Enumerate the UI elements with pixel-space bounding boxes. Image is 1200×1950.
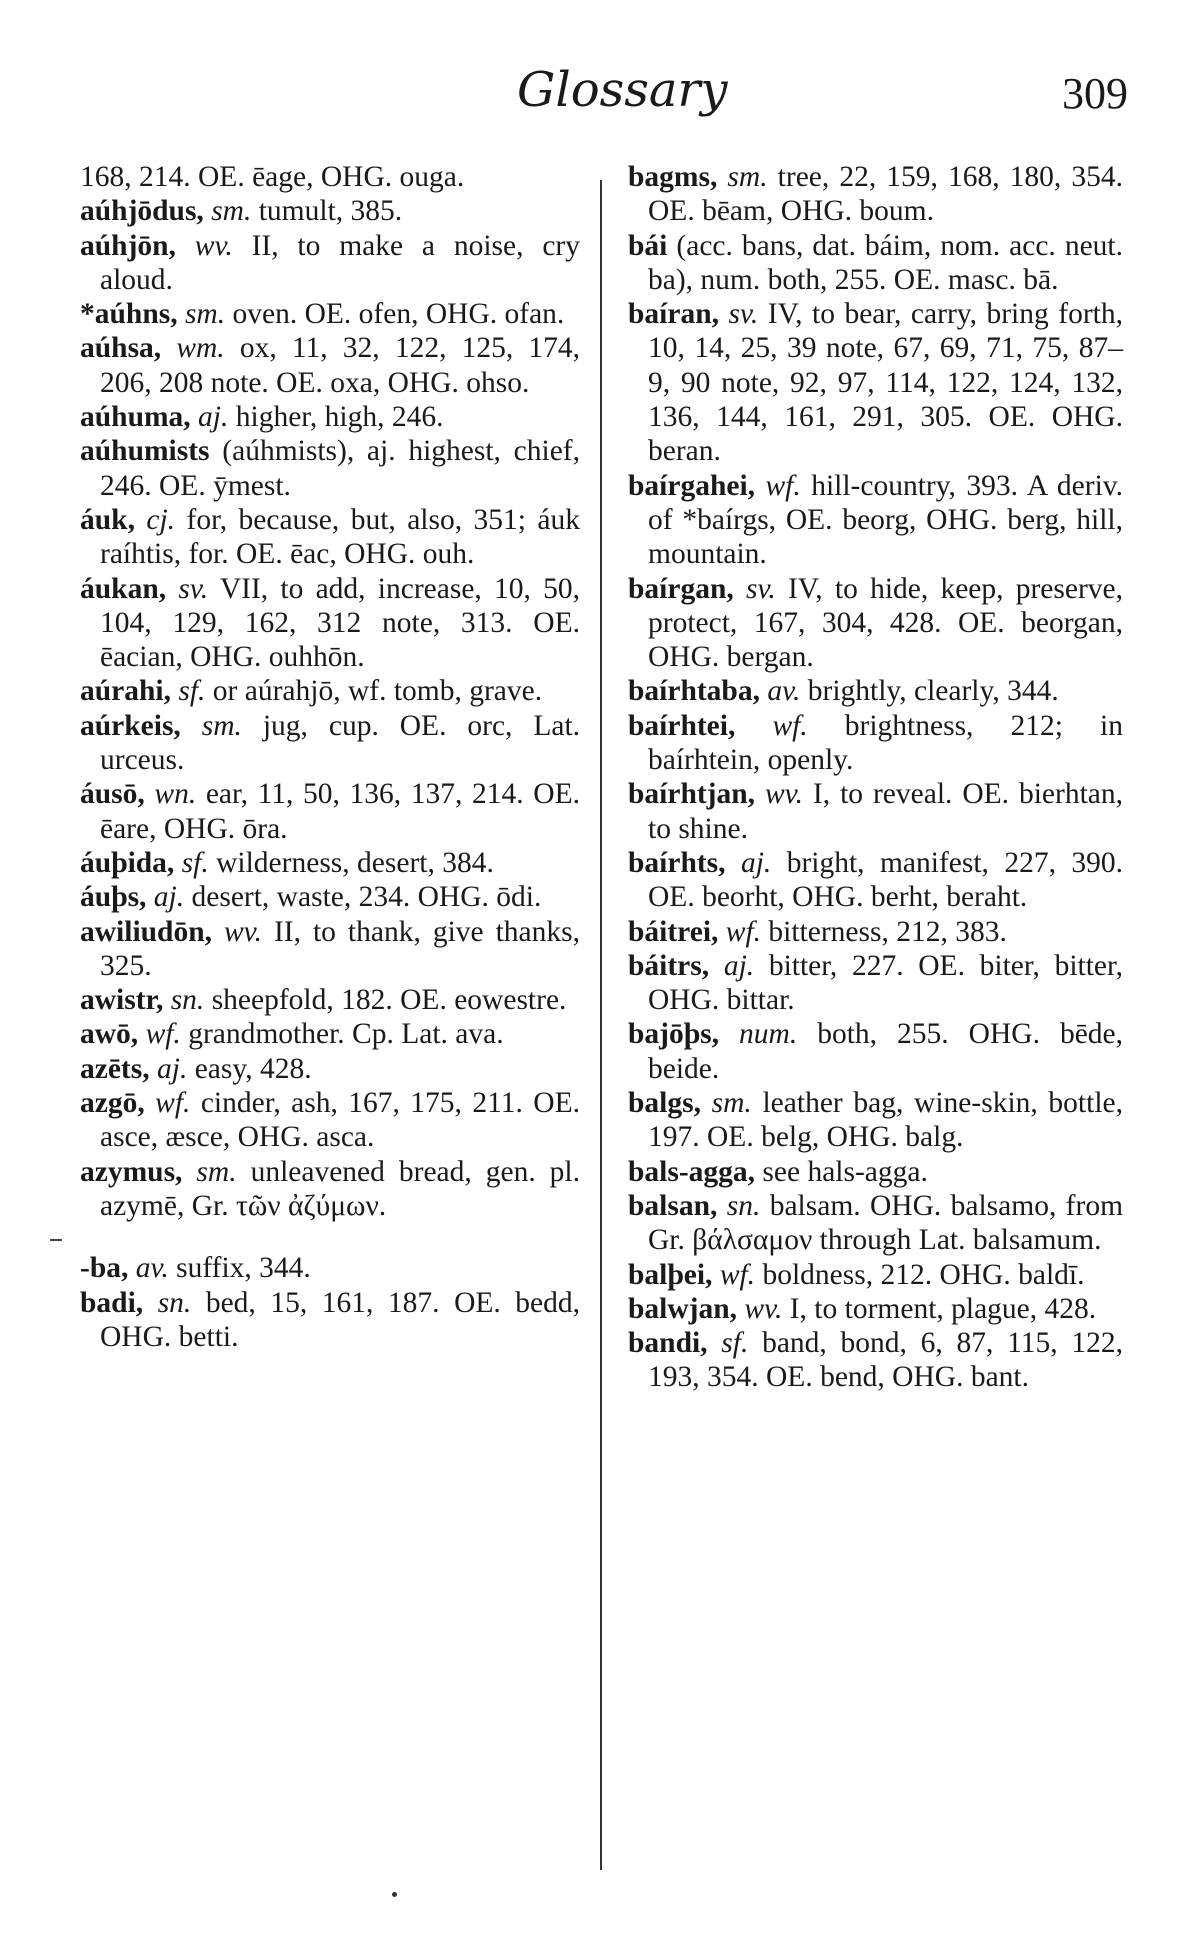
headword: baírgan, <box>628 572 734 605</box>
grammar-tag: av. <box>135 1252 169 1285</box>
glossary-entry <box>80 1017 580 1051</box>
headword: awistr, <box>80 984 164 1017</box>
grammar-tag: sm. <box>196 1155 237 1188</box>
glossary-entry <box>628 674 1123 708</box>
headword: aúrkeis, <box>80 709 181 742</box>
glossary-entry <box>80 777 580 846</box>
column-divider <box>600 180 602 1870</box>
definition: I, to torment, plague, 428. <box>789 1292 1097 1325</box>
grammar-tag: aj. <box>157 1052 188 1085</box>
definition: grandmother. Cp. Lat. ava. <box>188 1018 504 1051</box>
glossary-entry <box>628 1155 1123 1189</box>
definition: IV, to bear, carry, bring forth, 10, 14, 25, 39 note, 67, 69, 71, 75, 87–9, 90 note, 92, 97, 114, 122, 124, 132, 136, 144, 161, 291, 305. OE. OHG. beran. <box>648 298 1123 468</box>
definition: balsam. OHG. balsamo, from Gr. βάλσαμον through Lat. balsamum. <box>648 1189 1124 1257</box>
definition: ear, 11, 50, 136, 137, 214. OE. ēare, OHG. ōra. <box>100 778 580 845</box>
glossary-entry <box>80 1251 580 1285</box>
headword: balsan, <box>628 1189 718 1222</box>
definition: ox, 11, 32, 122, 125, 174, 206, 208 note. OE. oxa, OHG. ohso. <box>100 332 581 399</box>
grammar-tag: cj. <box>146 503 176 536</box>
headword: aúhjōdus, <box>80 195 204 228</box>
glossary-entry <box>80 503 580 572</box>
grammar-tag: sm. <box>184 298 226 331</box>
headword: baírhtei, <box>628 709 736 742</box>
grammar-tag: sm. <box>727 161 768 193</box>
definition: bed, 15, 161, 187. OE. bedd, OHG. betti. <box>100 1286 581 1353</box>
definition: for, because, but, also, 351; áuk raíhtis, for. OE. ēac, OHG. ouh. <box>100 503 581 571</box>
headword: balþei, <box>628 1258 713 1291</box>
page-speck <box>392 1892 397 1897</box>
headword: baírgahei, <box>628 469 756 502</box>
glossary-entry <box>628 1086 1123 1155</box>
glossary-entry <box>80 160 580 194</box>
headword: bái <box>628 229 668 262</box>
definition: II, to thank, give thanks, 325. <box>100 915 581 982</box>
glossary-entry <box>628 777 1123 846</box>
glossary-entry <box>628 572 1123 675</box>
grammar-tag: wf. <box>772 709 808 742</box>
headword: aúhuma, <box>80 401 191 434</box>
definition: (aúhmists), aj. highest, chief, 246. OE. ȳmest. <box>100 435 580 502</box>
grammar-tag: wn. <box>154 778 197 811</box>
grammar-tag: wf. <box>155 1087 191 1120</box>
glossary-entry <box>80 709 580 778</box>
headword: awō, <box>80 1018 139 1051</box>
grammar-tag: wf. <box>765 469 801 502</box>
headword: báitrei, <box>628 915 719 948</box>
grammar-tag: aj. <box>153 881 185 914</box>
headword: bals-agga, <box>628 1155 756 1188</box>
headword: bagms, <box>628 161 718 193</box>
grammar-tag: sf. <box>181 846 209 879</box>
glossary-entry <box>80 331 580 400</box>
margin-mark <box>50 1239 62 1241</box>
section-gap <box>80 1223 580 1251</box>
glossary-column-left <box>80 160 580 1354</box>
grammar-tag: sm. <box>201 709 242 742</box>
definition: higher, high, 246. <box>235 401 444 434</box>
definition: desert, waste, 234. OHG. ōdi. <box>191 881 542 914</box>
page-number: 309 <box>1062 69 1128 118</box>
definition: easy, 428. <box>194 1052 312 1085</box>
grammar-tag: sm. <box>211 195 252 228</box>
definition: wilderness, desert, 384. <box>216 846 494 879</box>
grammar-tag: sf. <box>178 675 206 708</box>
glossary-entry <box>628 1017 1123 1086</box>
glossary-entry <box>80 880 580 914</box>
glossary-entry <box>80 400 580 434</box>
glossary-entry <box>628 1258 1123 1292</box>
grammar-tag: aj. <box>740 846 772 879</box>
definition: bitterness, 212, 383. <box>768 915 1007 948</box>
grammar-tag: wv. <box>194 229 233 262</box>
headword: azēts, <box>80 1052 150 1085</box>
glossary-entry <box>628 160 1123 229</box>
definition: I, to reveal. OE. bierhtan, to shine. <box>648 778 1124 845</box>
glossary-entry <box>628 1292 1123 1326</box>
headword: áuþida, <box>80 846 175 879</box>
glossary-entry <box>80 1286 580 1355</box>
grammar-tag: av. <box>767 675 801 708</box>
grammar-tag: wv. <box>744 1292 783 1325</box>
glossary-column-right <box>628 160 1123 1395</box>
grammar-tag: wf. <box>145 1018 181 1051</box>
definition: hill-country, 393. A deriv. of *baírgs, OE. beorg, OHG. berg, hill, mountain. <box>648 469 1124 571</box>
grammar-tag: sv. <box>728 298 759 331</box>
headword: baírhtjan, <box>628 778 756 811</box>
glossary-entry <box>80 229 580 298</box>
glossary-entry <box>628 469 1123 572</box>
glossary-entry <box>628 949 1123 1018</box>
glossary-entry <box>628 915 1123 949</box>
grammar-tag: sn. <box>726 1189 761 1222</box>
headword: aúhjōn, <box>80 229 176 262</box>
glossary-entry <box>80 846 580 880</box>
definition: leather bag, wine-skin, bottle, 197. OE. belg, OHG. balg. <box>648 1087 1123 1154</box>
definition: II, to make a noise, cry aloud. <box>100 229 581 296</box>
grammar-tag: wm. <box>176 332 225 365</box>
definition: cinder, ash, 167, 175, 211. OE. asce, æsce, OHG. asca. <box>100 1087 580 1154</box>
headword: baírhtaba, <box>628 675 760 708</box>
glossary-entry <box>628 1189 1123 1258</box>
glossary-entry <box>80 674 580 708</box>
headword: áuþs, <box>80 881 147 914</box>
glossary-entry <box>628 846 1123 915</box>
glossary-entry <box>80 915 580 984</box>
glossary-entry <box>628 297 1123 468</box>
headword: áusō, <box>80 778 145 811</box>
definition: VII, to add, increase, 10, 50, 104, 129, 162, 312 note, 313. OE. ēacian, OHG. ouhhōn. <box>100 572 581 674</box>
glossary-entry <box>628 709 1123 778</box>
definition: bitter, 227. OE. biter, bitter, OHG. bittar. <box>648 949 1124 1017</box>
definition: both, 255. OHG. bēde, beide. <box>648 1018 1124 1085</box>
glossary-entry <box>80 434 580 503</box>
grammar-tag: wf. <box>719 1258 756 1291</box>
definition: or aúrahjō, wf. tomb, grave. <box>212 675 543 708</box>
glossary-entry <box>80 297 580 331</box>
definition: IV, to hide, keep, preserve, protect, 167, 304, 428. OE. beorgan, OHG. bergan. <box>648 572 1124 674</box>
definition: jug, cup. OE. orc, Lat. urceus. <box>100 709 581 777</box>
headword: azgō, <box>80 1087 145 1120</box>
definition: (acc. bans, dat. báim, nom. acc. neut. ba), num. both, 255. OE. masc. bā. <box>648 229 1123 296</box>
definition: see hals-agga. <box>762 1155 928 1188</box>
headword: -ba, <box>80 1252 129 1285</box>
grammar-tag: sn. <box>170 984 205 1017</box>
grammar-tag: aj. <box>723 949 755 982</box>
glossary-entry <box>628 229 1123 298</box>
definition: tree, 22, 159, 168, 180, 354. OE. bēam, OHG. boum. <box>648 161 1123 228</box>
headword: baíran, <box>628 298 719 331</box>
definition: bright, manifest, 227, 390. OE. beorht, OHG. berht, beraht. <box>648 846 1124 914</box>
grammar-tag: wv. <box>224 915 262 948</box>
definition: brightness, 212; in baírhtein, openly. <box>648 709 1123 777</box>
definition: suffix, 344. <box>176 1252 311 1285</box>
headword: aúhsa, <box>80 332 162 365</box>
headword: áukan, <box>80 572 167 605</box>
grammar-tag: sn. <box>157 1286 192 1319</box>
glossary-entry <box>80 572 580 675</box>
glossary-entry <box>80 1052 580 1086</box>
grammar-tag: sf. <box>721 1327 749 1360</box>
page-header <box>0 62 1200 132</box>
glossary-entry <box>80 983 580 1017</box>
headword: baírhts, <box>628 846 726 879</box>
headword: bajōþs, <box>628 1018 719 1051</box>
definition: 168, 214. OE. ēage, OHG. ouga. <box>80 161 465 193</box>
headword: *aúhns, <box>80 298 178 331</box>
definition: oven. OE. ofen, OHG. ofan. <box>232 298 565 331</box>
grammar-tag: num. <box>739 1018 798 1051</box>
headword: báitrs, <box>628 949 710 982</box>
headword: aúrahi, <box>80 675 171 708</box>
definition: tumult, 385. <box>258 195 403 228</box>
headword: azymus, <box>80 1155 183 1188</box>
headword: áuk, <box>80 503 135 536</box>
grammar-tag: aj. <box>198 401 229 434</box>
grammar-tag: sm. <box>711 1087 752 1120</box>
grammar-tag: sv. <box>745 572 776 605</box>
glossary-entry <box>628 1326 1123 1395</box>
glossary-entry <box>80 1086 580 1155</box>
definition: unleavened bread, gen. pl. azymē, Gr. τῶν ἀζύμων. <box>100 1155 581 1222</box>
headword: aúhumists <box>80 435 210 468</box>
running-title: Glossary <box>517 62 728 118</box>
headword: bandi, <box>628 1327 708 1360</box>
headword: badi, <box>80 1286 144 1319</box>
definition: band, bond, 6, 87, 115, 122, 193, 354. OE. bend, OHG. bant. <box>648 1327 1123 1394</box>
grammar-tag: sv. <box>178 572 209 605</box>
headword: balwjan, <box>628 1292 738 1325</box>
definition: sheepfold, 182. OE. eowestre. <box>211 984 567 1017</box>
glossary-entry <box>80 1155 580 1224</box>
headword: awiliudōn, <box>80 915 212 948</box>
definition: boldness, 212. OHG. baldī. <box>762 1258 1085 1291</box>
grammar-tag: wv. <box>765 778 803 811</box>
headword: balgs, <box>628 1087 701 1120</box>
definition: brightly, clearly, 344. <box>807 675 1059 708</box>
grammar-tag: wf. <box>725 915 762 948</box>
glossary-entry <box>80 194 580 228</box>
